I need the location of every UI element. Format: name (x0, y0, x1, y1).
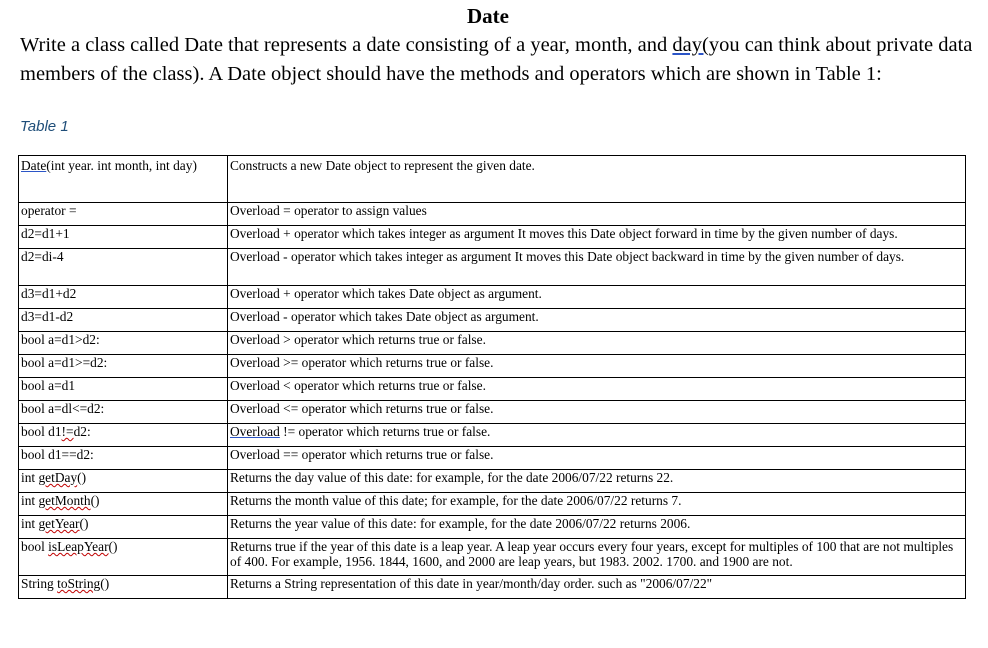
method-type: int (21, 493, 39, 508)
table-row (19, 203, 966, 226)
method-cell (19, 539, 228, 576)
method-type: int (21, 470, 39, 485)
method-name: Date (21, 158, 47, 173)
method-name: isLeapYear (48, 539, 109, 554)
method-cell: bool a=d1 (19, 378, 228, 401)
description-rest: != operator which returns true or false. (279, 424, 491, 439)
table-row (19, 516, 966, 539)
table-row (19, 249, 966, 286)
table-row (19, 447, 966, 470)
table-row (19, 401, 966, 424)
method-cell: d2=d1+1 (19, 226, 228, 249)
method-cell: bool a=d1>d2: (19, 332, 228, 355)
method-type: bool (21, 539, 49, 554)
method-cell (19, 493, 228, 516)
method-parens: () (100, 576, 110, 591)
method-suffix: d2: (73, 424, 91, 439)
description-cell: Overload > operator which returns true or false. (228, 332, 966, 355)
method-parens: () (77, 470, 87, 485)
description-cell: Returns the month value of this date; for example, for the date 2006/07/22 returns 7. (228, 493, 966, 516)
page-title: Date (467, 4, 509, 28)
method-cell (19, 424, 228, 447)
description-cell: Overload - operator which takes integer as argument It moves this Date object backward in time by the given number of days. (228, 249, 966, 286)
table-row (19, 355, 966, 378)
table-row (19, 332, 966, 355)
description-cell: Returns a String representation of this date in year/month/day order. such as "2006/07/22" (228, 576, 966, 599)
intro-paragraph (20, 31, 975, 89)
method-operator: != (61, 424, 74, 439)
description-cell: Overload < operator which returns true or false. (228, 378, 966, 401)
table-row (19, 378, 966, 401)
description-prefix: Overload (230, 424, 280, 439)
description-cell: Overload - operator which takes Date object as argument. (228, 309, 966, 332)
method-name: toString (57, 576, 101, 591)
table-row (19, 470, 966, 493)
method-parens: () (108, 539, 118, 554)
table-row (19, 226, 966, 249)
method-name: getYear (38, 516, 80, 531)
method-cell: bool a=d1>=d2: (19, 355, 228, 378)
intro-underlined-word: day( (672, 34, 709, 56)
table-row (19, 539, 966, 576)
method-name: getDay (38, 470, 78, 485)
table-row (19, 424, 966, 447)
method-type: String (21, 576, 58, 591)
method-cell (19, 470, 228, 493)
description-cell (228, 424, 966, 447)
description-cell: Overload >= operator which returns true or false. (228, 355, 966, 378)
table-row (19, 286, 966, 309)
method-params: (int year. int month, int day) (46, 158, 197, 173)
description-cell: Returns true if the year of this date is a leap year. A leap year occurs every four years, except for multiples of 100 that are not multiples of 400. For example, 1956. 1844, 1600, and 2000 are leap years, but 1983. 2002. 1700. and 1900 are not. (228, 539, 966, 576)
method-cell: d3=d1-d2 (19, 309, 228, 332)
method-cell (19, 516, 228, 539)
description-cell: Overload + operator which takes integer as argument It moves this Date object forward in time by the given number of days. (228, 226, 966, 249)
intro-text-start: Write a class called Date that represents a date consisting of a year, month, and (20, 34, 673, 56)
description-cell: Returns the day value of this date: for example, for the date 2006/07/22 returns 22. (228, 470, 966, 493)
table-row (19, 493, 966, 516)
method-cell (19, 576, 228, 599)
method-parens: () (79, 516, 89, 531)
methods-table (18, 155, 966, 599)
description-cell: Overload == operator which returns true or false. (228, 447, 966, 470)
method-cell: d3=d1+d2 (19, 286, 228, 309)
method-cell (19, 156, 228, 203)
method-cell: bool a=dl<=d2: (19, 401, 228, 424)
intro-text-end: you can think about private data members of the class). A Date object should have the methods and operators which are shown in Table 1: (20, 34, 973, 85)
description-cell: Overload = operator to assign values (228, 203, 966, 226)
description-cell: Constructs a new Date object to represent the given date. (228, 156, 966, 203)
method-type: int (21, 516, 39, 531)
description-cell: Overload <= operator which returns true or false. (228, 401, 966, 424)
table-row (19, 309, 966, 332)
method-prefix: bool d1 (21, 424, 62, 439)
method-parens: () (90, 493, 100, 508)
table-row (19, 156, 966, 203)
method-name: getMonth (38, 493, 91, 508)
method-cell: bool d1==d2: (19, 447, 228, 470)
description-cell: Returns the year value of this date: for example, for the date 2006/07/22 returns 2006. (228, 516, 966, 539)
table-caption: Table 1 (20, 118, 69, 135)
description-cell: Overload + operator which takes Date object as argument. (228, 286, 966, 309)
method-cell: operator = (19, 203, 228, 226)
table-row (19, 576, 966, 599)
method-cell: d2=di-4 (19, 249, 228, 286)
